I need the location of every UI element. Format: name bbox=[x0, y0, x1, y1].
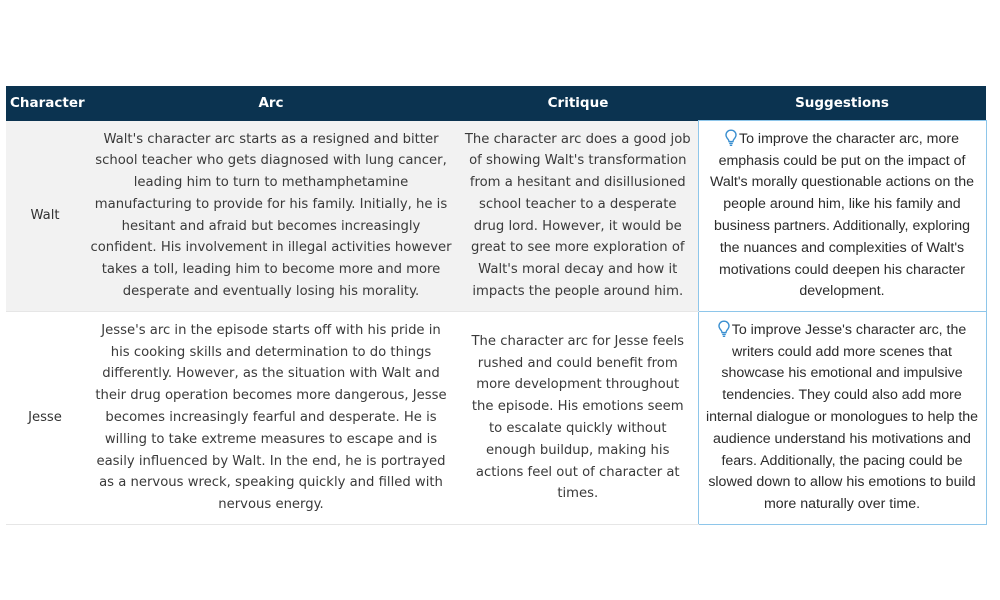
suggestion-text: To improve the character arc, more emphasis could be put on the impact of Walt's morally questionable actions on the people around him, like his family and business partners. Additionally, exploring the nuances and complexities of Walt's motivations could deepen his character development. bbox=[710, 130, 974, 300]
table-row bbox=[6, 121, 986, 312]
character-cell: Jesse bbox=[6, 311, 84, 524]
suggestion-cell bbox=[698, 121, 986, 312]
header-suggestions: Suggestions bbox=[698, 86, 986, 121]
critique-cell: The character arc for Jesse feels rushed and could benefit from more development throughout the episode. His emotions seem to escalate quickly without enough buildup, making his actions feel out of character at times. bbox=[458, 311, 698, 524]
character-critique-table bbox=[6, 86, 987, 525]
header-character: Character bbox=[6, 86, 84, 121]
suggestion-text: To improve Jesse's character arc, the writers could add more scenes that showcase his emotional and impulsive tendencies. They could also add more internal dialogue or monologues to help the audience understand his motivations and fears. Additionally, the pacing could be slowed down to allow his emotions to build more naturally over time. bbox=[705, 321, 979, 513]
lightbulb-icon bbox=[725, 129, 737, 147]
header-arc: Arc bbox=[84, 86, 458, 121]
critique-table-container bbox=[6, 86, 986, 525]
character-cell: Walt bbox=[6, 121, 84, 312]
lightbulb-icon bbox=[718, 320, 730, 338]
header-critique: Critique bbox=[458, 86, 698, 121]
arc-cell: Jesse's arc in the episode starts off with his pride in his cooking skills and determination to do things differently. However, as the situation with Walt and their drug operation becomes more dangerous, Jesse becomes increasingly fearful and desperate. He is willing to take extreme measures to escape and is easily influenced by Walt. In the end, he is portrayed as a nervous wreck, speaking quickly and filled with nervous energy. bbox=[84, 311, 458, 524]
arc-cell: Walt's character arc starts as a resigned and bitter school teacher who gets diagnosed with lung cancer, leading him to turn to methamphetamine manufacturing to provide for his family. Initially, he is hesitant and afraid but becomes increasingly confident. His involvement in illegal activities however takes a toll, leading him to become more and more desperate and eventually losing his morality. bbox=[84, 121, 458, 312]
table-header-row bbox=[6, 86, 986, 121]
suggestion-cell bbox=[698, 311, 986, 524]
table-row bbox=[6, 311, 986, 524]
critique-cell: The character arc does a good job of showing Walt's transformation from a hesitant and disillusioned school teacher to a desperate drug lord. However, it would be great to see more exploration of Walt's moral decay and how it impacts the people around him. bbox=[458, 121, 698, 312]
